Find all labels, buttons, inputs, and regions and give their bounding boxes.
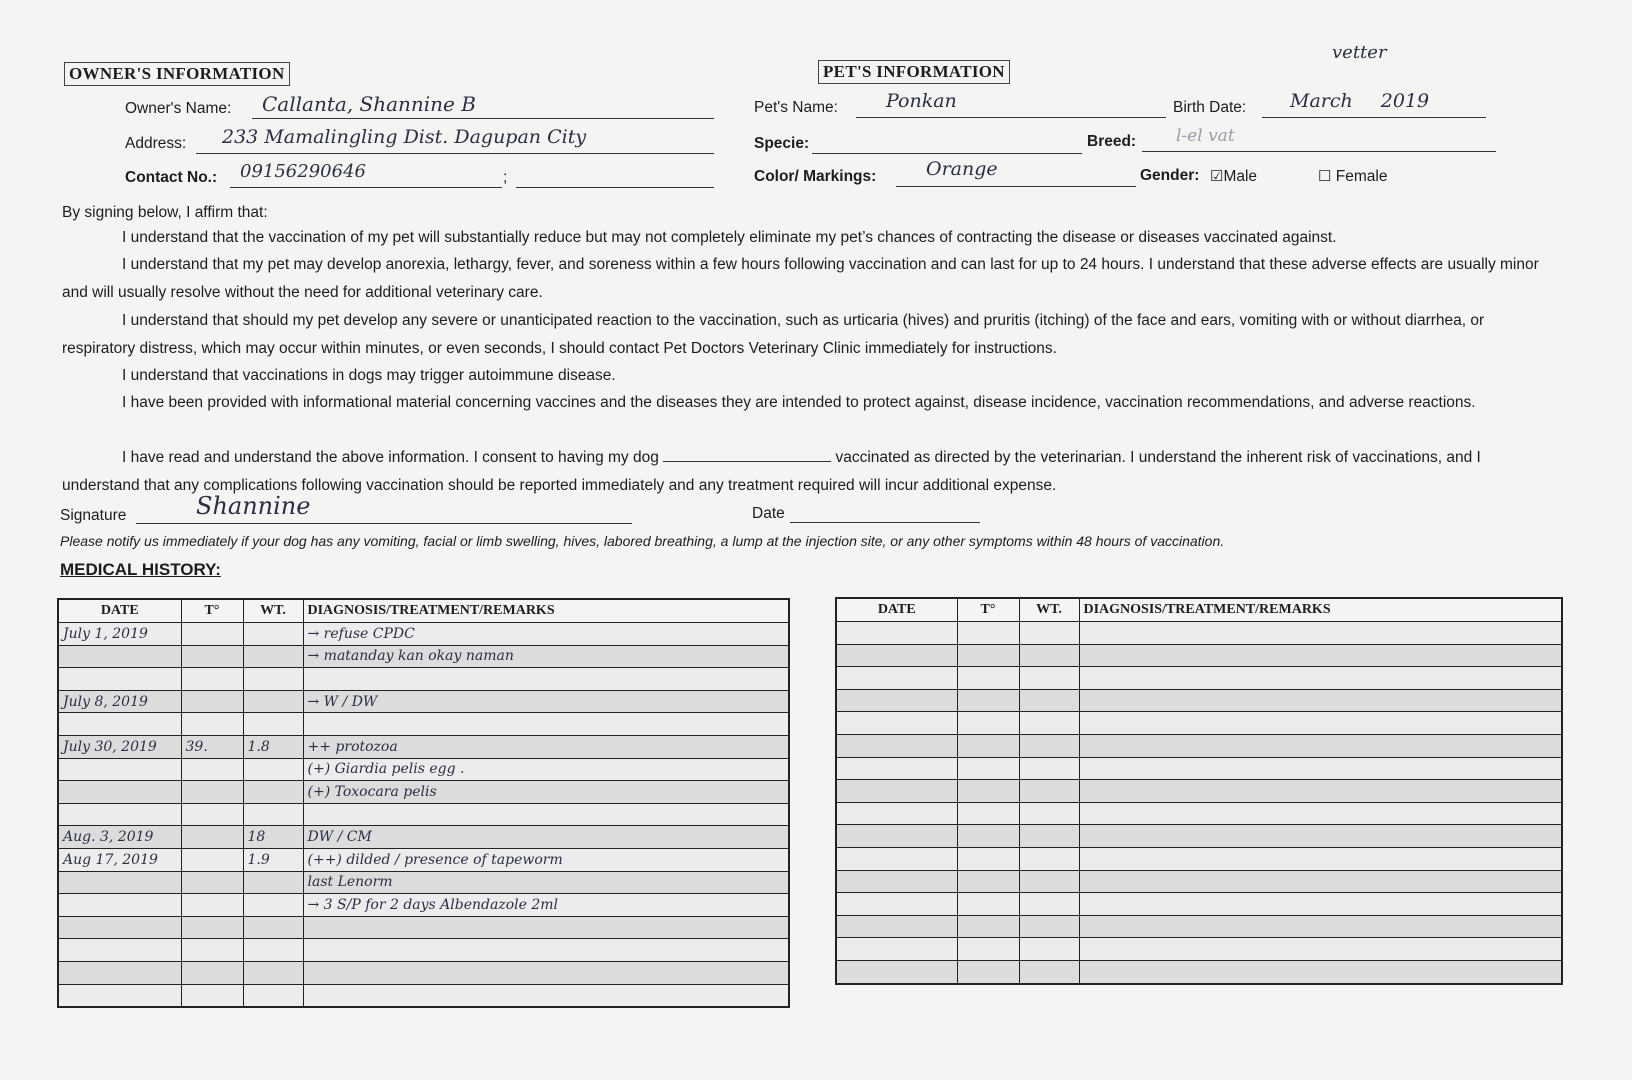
table-row xyxy=(58,623,789,646)
table-row xyxy=(58,668,789,691)
cell-temp[interactable] xyxy=(181,871,243,894)
owner-name-value[interactable]: Callanta, Shannine B xyxy=(262,92,476,116)
cell-temp[interactable] xyxy=(181,713,243,736)
cell-date[interactable] xyxy=(836,712,957,735)
cell-weight[interactable] xyxy=(243,645,303,668)
cell-weight[interactable] xyxy=(1019,689,1079,712)
cell-weight[interactable] xyxy=(243,690,303,713)
col-date: DATE xyxy=(836,598,957,622)
pet-name-label: Pet's Name: xyxy=(754,99,838,116)
cell-diagnosis[interactable] xyxy=(1079,870,1562,893)
table-row xyxy=(836,938,1562,961)
cell-date[interactable] xyxy=(58,916,181,939)
cell-weight[interactable] xyxy=(1019,915,1079,938)
cell-weight[interactable] xyxy=(1019,825,1079,848)
cell-diagnosis[interactable] xyxy=(1079,802,1562,825)
cell-diagnosis[interactable] xyxy=(1079,757,1562,780)
cell-diagnosis[interactable] xyxy=(1079,712,1562,735)
table-row xyxy=(836,870,1562,893)
table-row xyxy=(836,622,1562,645)
table-row xyxy=(836,689,1562,712)
cell-diagnosis[interactable] xyxy=(303,916,789,939)
cell-temp[interactable] xyxy=(181,623,243,646)
table-row xyxy=(58,939,789,962)
table-row xyxy=(836,734,1562,757)
cell-diagnosis[interactable]: → matanday kan okay naman xyxy=(303,645,789,668)
table-row xyxy=(836,780,1562,803)
cell-temp[interactable] xyxy=(181,668,243,691)
pet-info-heading: PET'S INFORMATION xyxy=(818,60,1010,84)
cell-date[interactable] xyxy=(58,961,181,984)
table-row xyxy=(58,645,789,668)
cell-temp[interactable] xyxy=(181,690,243,713)
address-value[interactable]: 233 Mamalingling Dist. Dagupan City xyxy=(222,126,587,148)
table-row xyxy=(58,826,789,849)
cell-date[interactable]: July 30, 2019 xyxy=(58,735,181,758)
consent-paragraph-5: I have been provided with informational material concerning vaccines and the diseases they are intended to protect against, disease incidence, vaccination recommendations, and adverse reactions. xyxy=(122,394,1476,411)
date-line[interactable] xyxy=(790,522,980,523)
cell-diagnosis[interactable] xyxy=(303,939,789,962)
cell-weight[interactable] xyxy=(243,984,303,1007)
table-row xyxy=(836,960,1562,983)
cell-date[interactable] xyxy=(58,984,181,1007)
dog-name-blank[interactable] xyxy=(663,447,831,462)
specie-line[interactable] xyxy=(812,153,1082,154)
cell-diagnosis[interactable]: (+) Toxocara pelis xyxy=(303,781,789,804)
cell-weight[interactable] xyxy=(1019,644,1079,667)
table-row xyxy=(836,825,1562,848)
col-diagnosis: DIAGNOSIS/TREATMENT/REMARKS xyxy=(303,599,789,623)
cell-diagnosis[interactable]: (+) Giardia pelis egg . xyxy=(303,758,789,781)
cell-temp[interactable] xyxy=(957,825,1019,848)
cell-weight[interactable] xyxy=(1019,870,1079,893)
female-checkbox[interactable]: ☐ xyxy=(1318,168,1332,185)
contact-line-2[interactable] xyxy=(516,187,714,188)
cell-diagnosis[interactable]: → W / DW xyxy=(303,690,789,713)
cell-diagnosis[interactable] xyxy=(1079,960,1562,983)
cell-date[interactable]: Aug. 3, 2019 xyxy=(58,826,181,849)
consent-paragraph-1: I understand that the vaccination of my pet will substantially reduce but may not completely eliminate my pet’s chances of contracting the disease or diseases vaccinated against. xyxy=(122,229,1337,246)
cell-diagnosis[interactable] xyxy=(303,984,789,1007)
cell-diagnosis[interactable] xyxy=(303,803,789,826)
cell-weight[interactable] xyxy=(1019,938,1079,961)
cell-diagnosis[interactable]: last Lenorm xyxy=(303,871,789,894)
color-markings-value[interactable]: Orange xyxy=(926,158,998,180)
cell-diagnosis[interactable] xyxy=(303,713,789,736)
cell-diagnosis[interactable]: → refuse CPDC xyxy=(303,623,789,646)
table-row xyxy=(58,713,789,736)
cell-date[interactable] xyxy=(58,713,181,736)
cell-weight[interactable] xyxy=(243,668,303,691)
consent-intro: By signing below, I affirm that: xyxy=(62,204,268,221)
cell-weight[interactable]: 1.9 xyxy=(243,848,303,871)
consent-paragraph-4: I understand that vaccinations in dogs may trigger autoimmune disease. xyxy=(122,367,616,384)
cell-weight[interactable] xyxy=(243,894,303,917)
cell-date[interactable] xyxy=(836,825,957,848)
signature-label: Signature xyxy=(60,507,127,524)
cell-date[interactable] xyxy=(58,758,181,781)
cell-date[interactable] xyxy=(836,757,957,780)
contact-line-1 xyxy=(230,187,502,188)
col-weight: WT. xyxy=(243,599,303,623)
cell-temp[interactable] xyxy=(957,667,1019,690)
cell-diagnosis[interactable] xyxy=(1079,689,1562,712)
cell-date[interactable] xyxy=(836,689,957,712)
table-row xyxy=(58,758,789,781)
birth-date-label: Birth Date: xyxy=(1173,99,1247,116)
cell-diagnosis[interactable] xyxy=(1079,734,1562,757)
cell-diagnosis[interactable] xyxy=(1079,622,1562,645)
cell-temp[interactable] xyxy=(957,622,1019,645)
table-row xyxy=(58,690,789,713)
cell-weight[interactable] xyxy=(1019,960,1079,983)
cell-diagnosis[interactable] xyxy=(1079,847,1562,870)
cell-diagnosis[interactable] xyxy=(1079,644,1562,667)
cell-weight[interactable] xyxy=(243,758,303,781)
notice-text: Please notify us immediately if your dog has any vomiting, facial or limb swelling, hives, labored breathing, a lump at the injection site, or any other symptoms within 48 hours of vaccination. xyxy=(60,533,1225,549)
cell-date[interactable]: July 8, 2019 xyxy=(58,690,181,713)
cell-date[interactable] xyxy=(836,915,957,938)
pet-name-line xyxy=(856,117,1166,118)
table-row xyxy=(58,916,789,939)
color-markings-line xyxy=(896,186,1136,187)
cell-temp[interactable] xyxy=(181,758,243,781)
cell-weight[interactable] xyxy=(1019,757,1079,780)
contact-label: Contact No.: xyxy=(125,169,218,186)
cell-weight[interactable] xyxy=(243,916,303,939)
cell-temp[interactable] xyxy=(181,916,243,939)
pet-name-value[interactable]: Ponkan xyxy=(886,90,957,112)
col-diagnosis: DIAGNOSIS/TREATMENT/REMARKS xyxy=(1079,598,1562,622)
breed-value[interactable]: l-el vat xyxy=(1176,126,1235,146)
cell-date[interactable] xyxy=(836,870,957,893)
col-weight: WT. xyxy=(1019,598,1079,622)
cell-weight[interactable] xyxy=(243,871,303,894)
cell-weight[interactable] xyxy=(1019,847,1079,870)
cell-date[interactable] xyxy=(58,939,181,962)
male-checkbox[interactable]: ☑ xyxy=(1210,168,1224,185)
cell-temp[interactable] xyxy=(957,915,1019,938)
cell-diagnosis[interactable] xyxy=(1079,938,1562,961)
cell-temp[interactable] xyxy=(957,960,1019,983)
cell-diagnosis[interactable] xyxy=(1079,915,1562,938)
cell-temp[interactable] xyxy=(957,893,1019,916)
col-temp: T° xyxy=(957,598,1019,622)
contact-value[interactable]: 09156290646 xyxy=(240,161,366,182)
cell-temp[interactable] xyxy=(957,734,1019,757)
gender-label: Gender: xyxy=(1140,167,1200,184)
table-row xyxy=(58,781,789,804)
cell-weight[interactable] xyxy=(243,781,303,804)
cell-weight[interactable]: 18 xyxy=(243,826,303,849)
cell-diagnosis[interactable]: DW / CM xyxy=(303,826,789,849)
table-row xyxy=(58,894,789,917)
cell-weight[interactable] xyxy=(1019,802,1079,825)
consent-paragraph-3: I understand that should my pet develop any severe or unanticipated reaction to the vaccination, such as urticaria (hives) and pruritis (itching) of the face and ears, vomiting with or without diarrhea, or respiratory distress, which may occur within minutes, or even seconds, I should contact Pet Doctors Veterinary Clinic immediately for instructions. xyxy=(62,312,1485,357)
male-label: Male xyxy=(1223,168,1258,185)
cell-temp[interactable] xyxy=(181,984,243,1007)
cell-temp[interactable] xyxy=(181,826,243,849)
cell-date[interactable]: July 1, 2019 xyxy=(58,623,181,646)
cell-diagnosis[interactable] xyxy=(1079,893,1562,916)
cell-date[interactable] xyxy=(836,734,957,757)
table-row xyxy=(836,802,1562,825)
cell-diagnosis[interactable] xyxy=(303,668,789,691)
table-row xyxy=(58,848,789,871)
owner-info-heading: OWNER'S INFORMATION xyxy=(64,62,290,86)
cell-diagnosis[interactable] xyxy=(1079,667,1562,690)
cell-temp[interactable] xyxy=(957,644,1019,667)
birth-date-value[interactable]: March 2019 xyxy=(1290,90,1430,112)
cell-date[interactable] xyxy=(58,645,181,668)
cell-date[interactable] xyxy=(836,960,957,983)
cell-date[interactable] xyxy=(836,802,957,825)
breed-line xyxy=(1142,151,1496,152)
female-label: Female xyxy=(1335,168,1388,185)
table-row xyxy=(58,735,789,758)
cell-date[interactable] xyxy=(58,803,181,826)
cell-temp[interactable] xyxy=(957,847,1019,870)
col-date: DATE xyxy=(58,599,181,623)
cell-diagnosis[interactable] xyxy=(1079,780,1562,803)
cell-temp[interactable] xyxy=(957,870,1019,893)
specie-label: Specie: xyxy=(754,135,810,152)
gender-female-option[interactable] xyxy=(1318,167,1387,186)
cell-date[interactable] xyxy=(836,622,957,645)
address-line xyxy=(196,153,714,154)
table-row xyxy=(836,667,1562,690)
table-row xyxy=(836,915,1562,938)
cell-weight[interactable] xyxy=(1019,667,1079,690)
cell-temp[interactable] xyxy=(957,938,1019,961)
cell-date[interactable] xyxy=(58,871,181,894)
table-row xyxy=(836,893,1562,916)
cell-date[interactable] xyxy=(58,894,181,917)
cell-temp[interactable] xyxy=(181,803,243,826)
breed-label: Breed: xyxy=(1087,133,1137,150)
cell-temp[interactable] xyxy=(181,848,243,871)
table-row xyxy=(836,757,1562,780)
cell-weight[interactable] xyxy=(1019,712,1079,735)
cell-temp[interactable] xyxy=(957,757,1019,780)
cell-weight[interactable] xyxy=(1019,622,1079,645)
contact-separator: ; xyxy=(503,169,508,186)
owner-name-line xyxy=(252,118,714,119)
cell-weight[interactable] xyxy=(243,803,303,826)
cell-weight[interactable] xyxy=(243,961,303,984)
col-temp: T° xyxy=(181,599,243,623)
cell-date[interactable] xyxy=(836,847,957,870)
signature-value[interactable]: Shannine xyxy=(196,492,311,520)
cell-diagnosis[interactable]: → 3 S/P for 2 days Albendazole 2ml xyxy=(303,894,789,917)
cell-temp[interactable]: 39. xyxy=(181,735,243,758)
cell-weight[interactable] xyxy=(243,939,303,962)
cell-temp[interactable] xyxy=(181,894,243,917)
cell-diagnosis[interactable]: (++) dilded / presence of tapeworm xyxy=(303,848,789,871)
gender-male-option[interactable] xyxy=(1210,167,1257,186)
cell-temp[interactable] xyxy=(957,689,1019,712)
cell-temp[interactable] xyxy=(957,802,1019,825)
cell-weight[interactable] xyxy=(1019,734,1079,757)
cell-date[interactable] xyxy=(836,780,957,803)
consent-paragraph-6a: I have read and understand the above information. I consent to having my dog xyxy=(122,449,659,466)
medical-history-table-right xyxy=(835,597,1563,985)
cell-temp[interactable] xyxy=(957,780,1019,803)
signature-line xyxy=(136,523,632,524)
address-label: Address: xyxy=(125,135,187,152)
color-markings-label: Color/ Markings: xyxy=(754,168,877,185)
consent-paragraph-6b: vaccinated as directed by the veterinarian. I understand the inherent risk of vaccinations, and I understand that any complications following vaccination should be reported immediately and any treatment required will incur additional expense. xyxy=(62,449,1481,494)
cell-temp[interactable] xyxy=(181,961,243,984)
cell-date[interactable] xyxy=(58,781,181,804)
table-row xyxy=(836,847,1562,870)
owner-name-label: Owner's Name: xyxy=(125,100,232,117)
table-row xyxy=(58,803,789,826)
table-row xyxy=(58,871,789,894)
cell-diagnosis[interactable]: ++ protozoa xyxy=(303,735,789,758)
cell-weight[interactable] xyxy=(1019,893,1079,916)
medical-history-heading: MEDICAL HISTORY: xyxy=(60,560,221,579)
cell-date[interactable] xyxy=(836,938,957,961)
cell-diagnosis[interactable] xyxy=(303,961,789,984)
cell-weight[interactable] xyxy=(243,713,303,736)
table-row xyxy=(836,644,1562,667)
table-row xyxy=(58,984,789,1007)
table-row xyxy=(58,961,789,984)
cell-date[interactable]: Aug 17, 2019 xyxy=(58,848,181,871)
cell-temp[interactable] xyxy=(181,939,243,962)
birth-date-line xyxy=(1262,117,1486,118)
date-label: Date xyxy=(752,505,785,522)
cell-temp[interactable] xyxy=(181,645,243,668)
consent-paragraph-2: I understand that my pet may develop anorexia, lethargy, fever, and soreness within a few hours following vaccination and can last for up to 24 hours. I understand that these adverse effects are usually minor and will usually resolve without the need for additional veterinary care. xyxy=(62,256,1539,301)
cell-diagnosis[interactable] xyxy=(1079,825,1562,848)
pet-top-note: vetter xyxy=(1332,42,1387,63)
table-row xyxy=(836,712,1562,735)
cell-date[interactable] xyxy=(836,667,957,690)
cell-weight[interactable] xyxy=(1019,780,1079,803)
cell-weight[interactable]: 1.8 xyxy=(243,735,303,758)
cell-weight[interactable] xyxy=(243,623,303,646)
medical-history-table-left xyxy=(57,598,790,1008)
cell-temp[interactable] xyxy=(181,781,243,804)
cell-temp[interactable] xyxy=(957,712,1019,735)
cell-date[interactable] xyxy=(836,644,957,667)
cell-date[interactable] xyxy=(836,893,957,916)
cell-date[interactable] xyxy=(58,668,181,691)
